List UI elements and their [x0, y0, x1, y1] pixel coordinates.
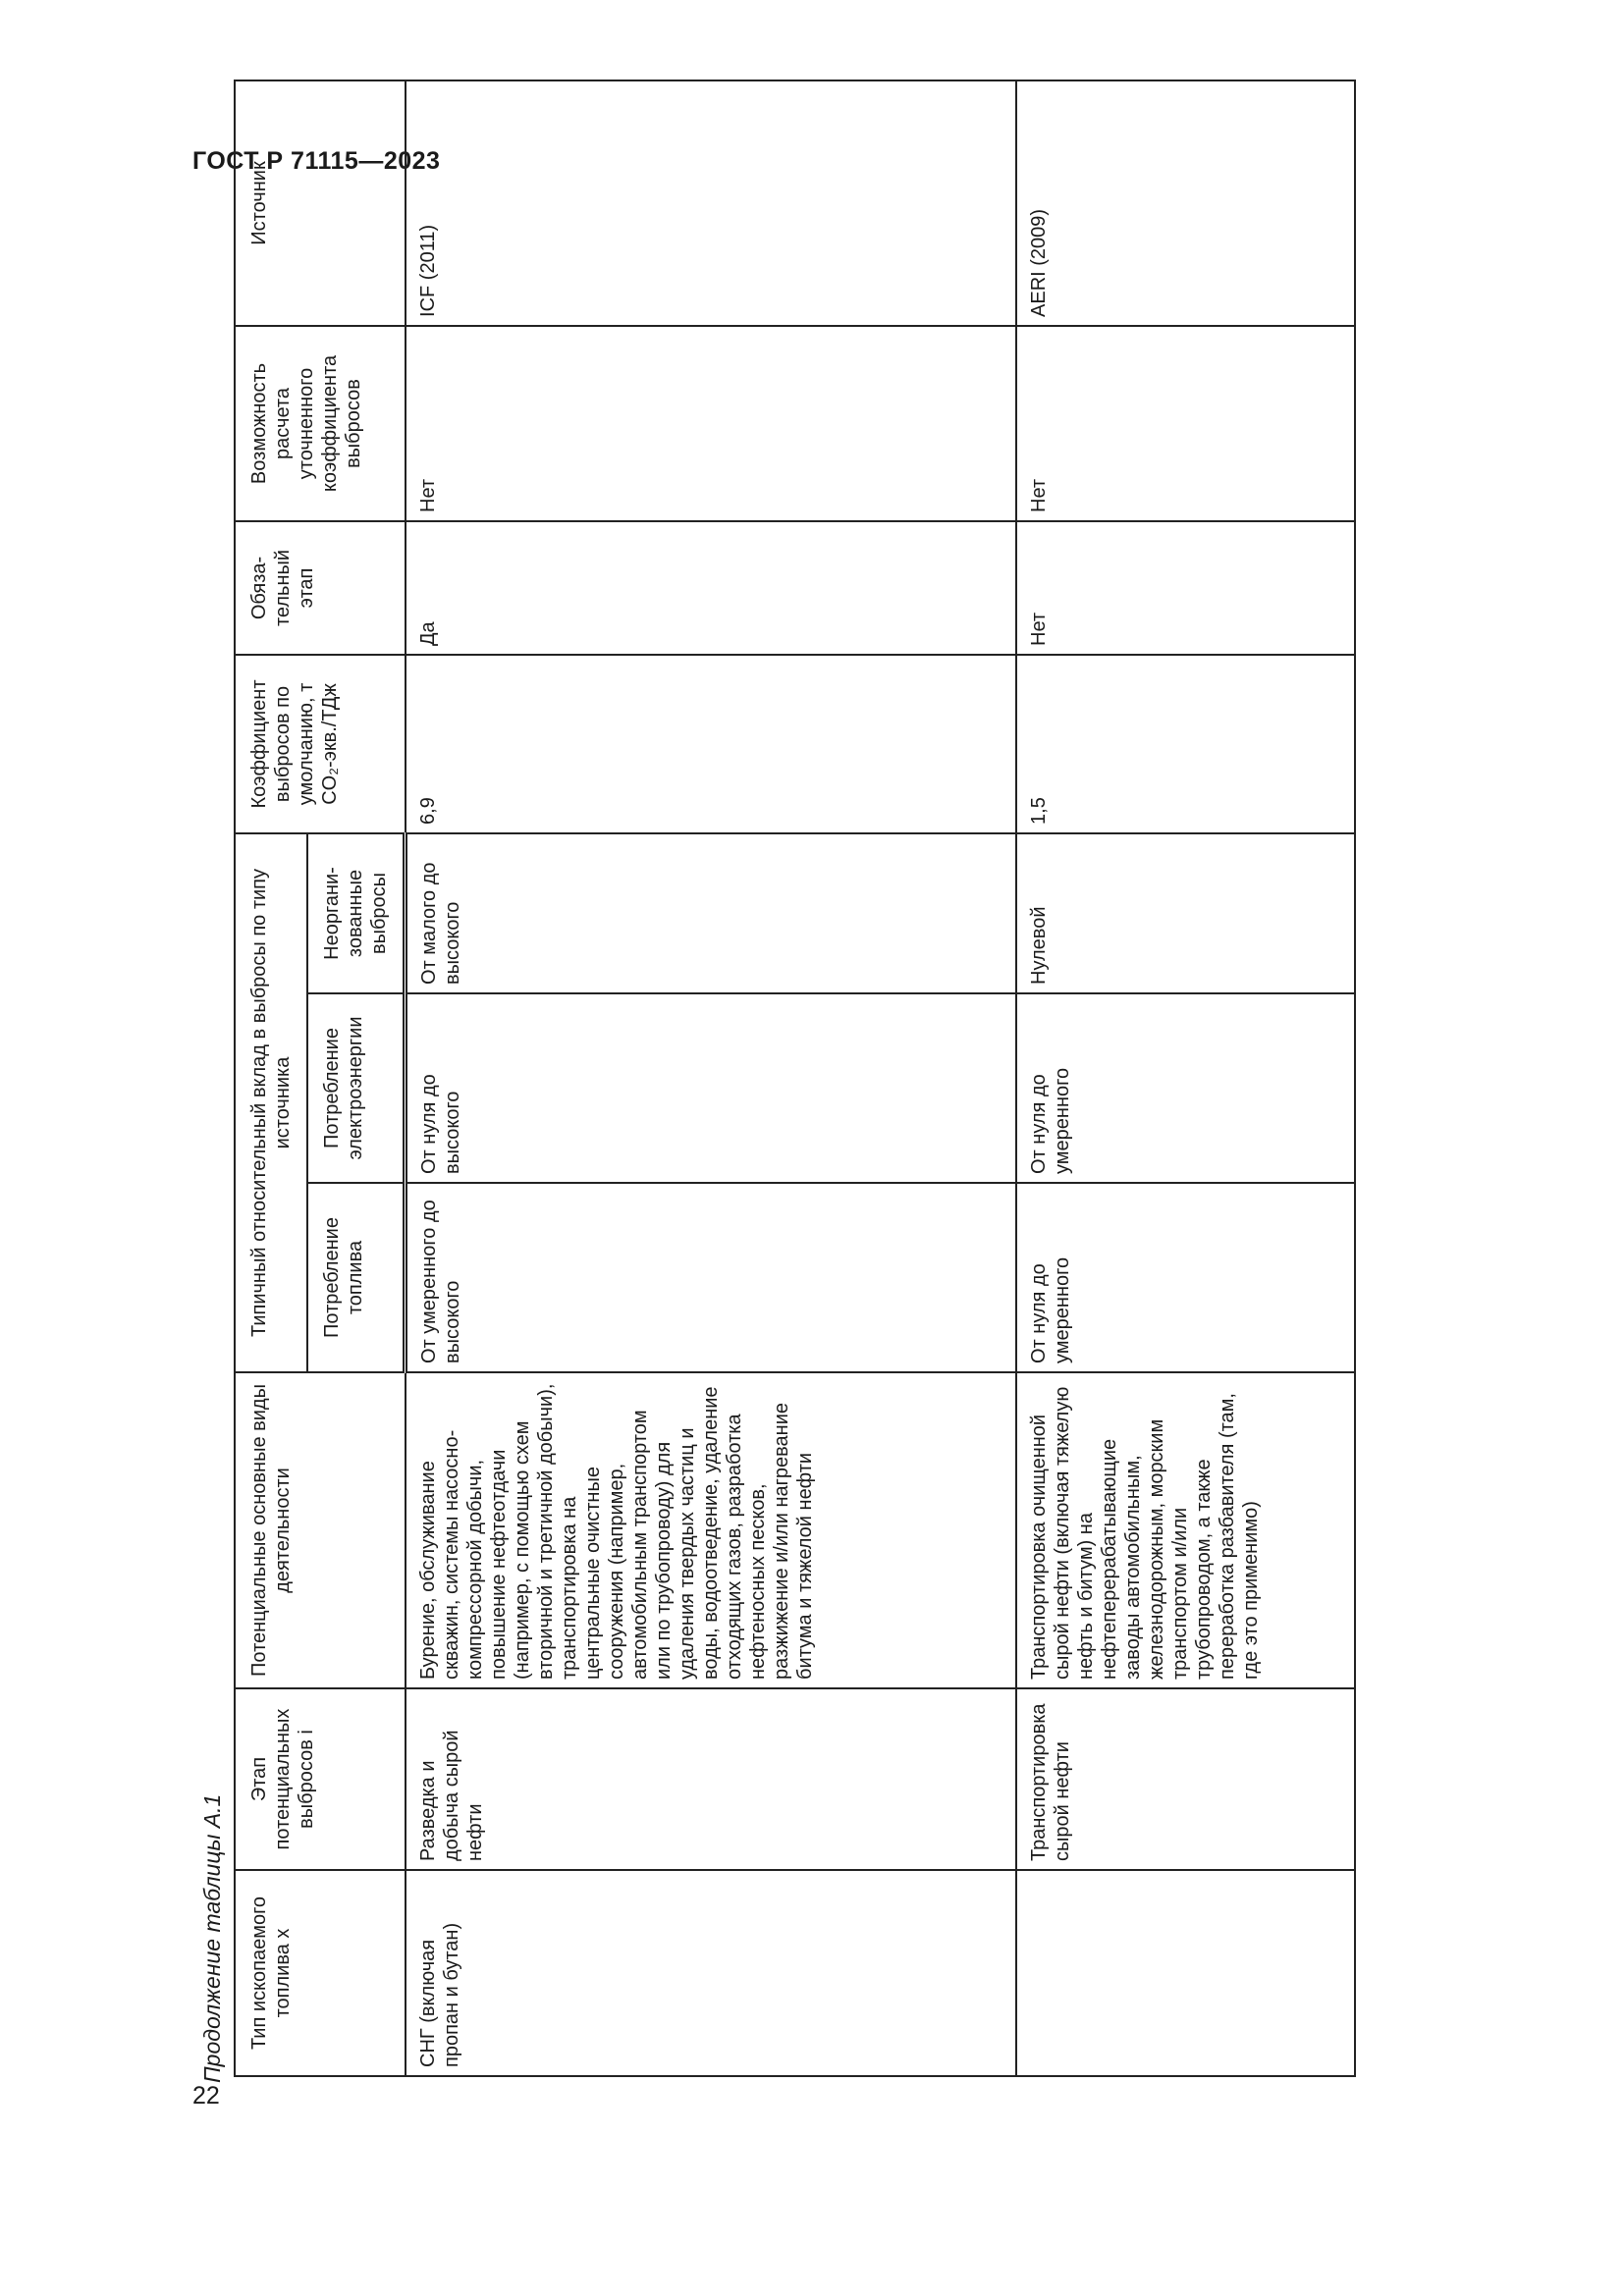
document-title: ГОСТ Р 71115—2023	[192, 147, 441, 175]
header-refined-calc: Возможность расчета уточненного коэффициента выбросов	[235, 326, 406, 521]
header-contribution-group: Типичный относительный вклад в выбросы по типу источника	[235, 833, 307, 1372]
cell-fugitive: Нулевой	[1016, 833, 1355, 993]
cell-fuel-consumption: От нуля до умеренного	[1016, 1183, 1355, 1372]
cell-stage: Транспортировка сырой нефти	[1016, 1688, 1355, 1870]
cell-activities: Бурение, обслуживание скважин, системы насосно-компрессорной добычи, повышение нефтеотдачи (например, с помощью схем вторичной и третичной добычи), транспортировка на центральные очистные сооружения (например, автомобильным транспортом или по трубопроводу) для удаления твердых частиц и воды, водоотведение, удаление отходящих газов, разработка нефтеносных песков, разжижение и/или нагревание битума и тяжелой нефти	[406, 1372, 1016, 1688]
table-caption: Продолжение таблицы А.1	[199, 1793, 225, 2083]
cell-emission-factor: 1,5	[1016, 655, 1355, 833]
header-fugitive: Неорганизованные выбросы	[307, 833, 406, 993]
cell-source: AERI (2009)	[1016, 80, 1355, 326]
cell-refined-calc: Нет	[406, 326, 1016, 521]
header-emission-factor: Коэффициент выбросов по умолчанию, т CO₂-экв./ТДж	[235, 655, 406, 833]
cell-fuel-type	[1016, 1870, 1355, 2076]
emission-factors-table	[234, 80, 1356, 2077]
header-fuel-consumption: Потребление топлива	[307, 1183, 406, 1372]
cell-fuel-type: СНГ (включая пропан и бутан)	[406, 1870, 1016, 2076]
cell-source: ICF (2011)	[406, 80, 1016, 326]
header-source: Источник	[235, 80, 406, 326]
cell-emission-factor: 6,9	[406, 655, 1016, 833]
table-row	[406, 80, 1016, 2076]
cell-electricity-consumption: От нуля до умеренного	[1016, 993, 1355, 1183]
header-stage: Этап потенциальных выбросов i	[235, 1688, 406, 1870]
header-activities: Потенциальные основные виды деятельности	[235, 1372, 406, 1688]
cell-fugitive: От малого до высокого	[406, 833, 1016, 993]
header-fuel-type: Тип ископаемого топлива x	[235, 1870, 406, 2076]
cell-refined-calc: Нет	[1016, 326, 1355, 521]
cell-activities: Транспортировка очищенной сырой нефти (включая тяжелую нефть и битум) на нефтеперерабатывающие заводы автомобильным, железнодорожным, морским транспортом и/или трубопроводом, а также переработка разбавителя (там, где это применимо)	[1016, 1372, 1355, 1688]
header-mandatory: Обязательный этап	[235, 521, 406, 655]
header-electricity-consumption: Потребление электроэнергии	[307, 993, 406, 1183]
cell-fuel-consumption: От умеренного до высокого	[406, 1183, 1016, 1372]
table-row	[1016, 80, 1355, 2076]
page-number: 22	[192, 2082, 220, 2109]
cell-mandatory: Да	[406, 521, 1016, 655]
cell-electricity-consumption: От нуля до высокого	[406, 993, 1016, 1183]
table-header-row	[235, 80, 307, 2076]
cell-stage: Разведка и добыча сырой нефти	[406, 1688, 1016, 1870]
cell-mandatory: Нет	[1016, 521, 1355, 655]
